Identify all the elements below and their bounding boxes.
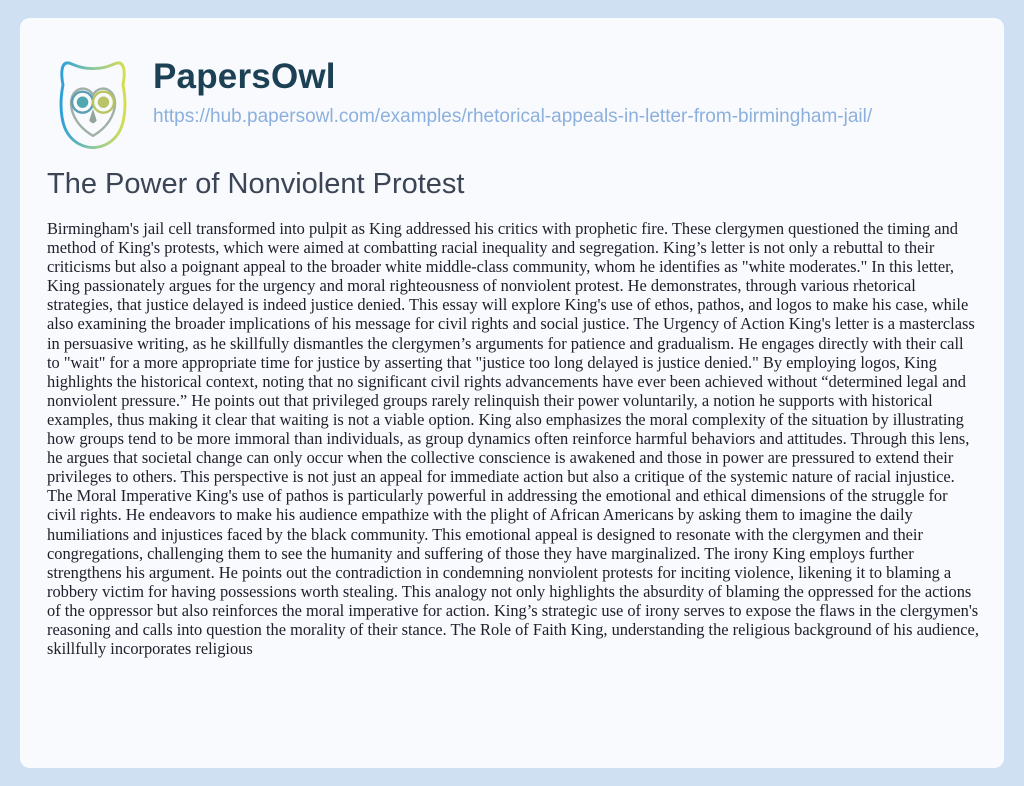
article-url-link[interactable]: https://hub.papersowl.com/examples/rhetorical-appeals-in-letter-from-birmingham-jail/ xyxy=(153,105,873,127)
essay-body-text: Birmingham's jail cell transformed into pulpit as King addressed his critics with prophetic fire. These clergymen questioned the timing and method of King's protests, which were aimed at combatting racial inequality and segregation. King’s letter is not only a rebuttal to their criticisms but also a poignant appeal to the broader white middle-class community, whom he identifies as "white moderates." In this letter, King passionately argues for the urgency and moral righteousness of nonviolent protest. He demonstrates, through various rhetorical strategies, that justice delayed is indeed justice denied. This essay will explore King's use of ethos, pathos, and logos to make his case, while also examining the broader implications of his message for civil rights and social justice. The Urgency of Action King's letter is a masterclass in persuasive writing, as he skillfully dismantles the clergymen’s arguments for patience and gradualism. He engages directly with their call to "wait" for a more appropriate time for justice by asserting that "justice too long delayed is justice denied." By employing logos, King highlights the historical context, noting that no significant civil rights advancements have ever been achieved without “determined legal and nonviolent pressure.” He points out that privileged groups rarely relinquish their power voluntarily, a notion he supports with historical examples, thus making it clear that waiting is not a viable option. King also emphasizes the moral complexity of the situation by illustrating how groups tend to be more immoral than individuals, as group dynamics often reinforce harmful behaviors and attitudes. Through this lens, he argues that societal change can only occur when the collective conscience is awakened and those in power are pressured to extend their privileges to others. This perspective is not just an appeal for immediate action but also a critique of the systemic nature of racial injustice. The Moral Imperative King's use of pathos is particularly powerful in addressing the emotional and ethical dimensions of the struggle for civil rights. He endeavors to make his audience empathize with the plight of African Americans by asking them to imagine the daily humiliations and injustices faced by the black community. This emotional appeal is designed to resonate with the clergymen and their congregations, challenging them to see the humanity and suffering of those they have marginalized. The irony King employs further strengthens his argument. He points out the contradiction in condemning nonviolent protests for inciting violence, likening it to blaming a robbery victim for having possessions worth stealing. This analogy not only highlights the absurdity of blaming the oppressed for the actions of the oppressor but also reinforces the moral imperative for action. King’s strategic use of irony serves to expose the flaws in the clergymen's reasoning and calls into question the morality of their stance. The Role of Faith King, understanding the religious background of his audience, skillfully incorporates religious xyxy=(47,219,979,659)
brand-block xyxy=(153,54,872,128)
site-header xyxy=(47,54,872,154)
brand-name[interactable]: PapersOwl xyxy=(153,57,336,96)
owl-logo-icon[interactable] xyxy=(47,54,139,154)
page-title: The Power of Nonviolent Protest xyxy=(47,168,465,200)
content-card xyxy=(20,18,1004,768)
